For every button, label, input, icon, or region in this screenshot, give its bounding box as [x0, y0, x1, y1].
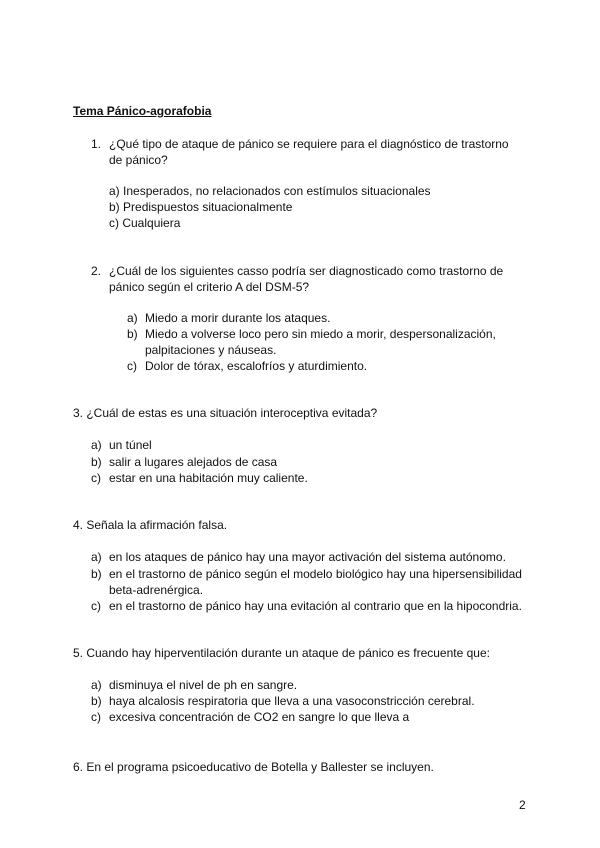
- question-5-option-b-text: haya alcalosis respiratoria que lleva a una vasoconstricción cerebral.: [109, 694, 475, 708]
- question-2-option-c-text: Dolor de tórax, escalofríos y aturdimiento.: [145, 359, 368, 373]
- option-label: b): [109, 200, 120, 214]
- question-1-number: 1.: [91, 137, 102, 151]
- question-3-option-a-text: un túnel: [109, 438, 152, 452]
- option-label: a): [109, 184, 120, 198]
- question-4-option-b-label: b): [91, 567, 102, 581]
- question-2-option-a-label: a): [127, 311, 138, 325]
- question-1-option-b: [109, 200, 292, 215]
- question-5-text: 5. Cuando hay hiperventilación durante un ataque de pánico es frecuente que:: [73, 646, 490, 660]
- question-5-option-a-label: a): [91, 678, 102, 692]
- question-4-option-a-label: a): [91, 550, 102, 564]
- question-2-number: 2.: [91, 264, 102, 278]
- question-2-option-b-label: b): [127, 327, 138, 341]
- question-2-option-c-label: c): [127, 359, 137, 373]
- question-3-option-c-text: estar en una habitación muy caliente.: [109, 471, 308, 485]
- question-2-text-line-1: ¿Cuál de los siguientes casso podría ser diagnosticado como trastorno de: [109, 264, 504, 278]
- question-5-option-b-label: b): [91, 694, 102, 708]
- question-4-option-b-text-line-1: en el trastorno de pánico según el modelo biológico hay una hipersensibilidad: [109, 567, 522, 581]
- question-6-text: 6. En el programa psicoeducativo de Botella y Ballester se incluyen.: [73, 760, 434, 774]
- question-3-option-a-label: a): [91, 438, 102, 452]
- question-3-option-b-text: salir a lugares alejados de casa: [109, 455, 278, 469]
- question-4-option-a-text: en los ataques de pánico hay una mayor activación del sistema autónomo.: [109, 550, 506, 564]
- question-2-text-line-2: pánico según el criterio A del DSM-5?: [109, 280, 310, 294]
- question-1-text-line-1: ¿Qué tipo de ataque de pánico se requiere para el diagnóstico de trastorno: [109, 137, 509, 151]
- question-2-option-b-text-line-1: Miedo a volverse loco pero sin miedo a morir, despersonalización,: [145, 327, 496, 341]
- page-number: 2: [519, 798, 526, 812]
- question-5-option-c-text: excesiva concentración de CO2 en sangre lo que lleva a: [109, 710, 410, 724]
- question-2-option-b-text-line-2: palpitaciones y náuseas.: [145, 343, 277, 357]
- question-3-option-c-label: c): [91, 471, 101, 485]
- option-text: Inesperados, no relacionados con estímulos situacionales: [123, 184, 431, 198]
- question-3-text: 3. ¿Cuál de estas es una situación interoceptiva evitada?: [73, 406, 378, 420]
- option-text: Predispuestos situacionalmente: [123, 200, 293, 214]
- question-5-option-a-text: disminuya el nivel de ph en sangre.: [109, 678, 298, 692]
- question-3-option-b-label: b): [91, 455, 102, 469]
- question-5-option-c-label: c): [91, 710, 101, 724]
- question-4-option-c-text: en el trastorno de pánico hay una evitación al contrario que en la hipocondria.: [109, 599, 522, 613]
- option-text: Cualquiera: [122, 216, 181, 230]
- option-label: c): [109, 216, 119, 230]
- question-1-option-a: [109, 184, 431, 199]
- question-4-text: 4. Señala la afirmación falsa.: [73, 518, 228, 532]
- question-4-option-b-text-line-2: beta-adrenérgica.: [109, 583, 204, 597]
- question-1-option-c: [109, 216, 180, 231]
- question-4-option-c-label: c): [91, 599, 101, 613]
- question-1-text-line-2: de pánico?: [109, 153, 168, 167]
- document-title: Tema Pánico-agorafobia: [73, 104, 212, 118]
- question-2-option-a-text: Miedo a morir durante los ataques.: [145, 311, 331, 325]
